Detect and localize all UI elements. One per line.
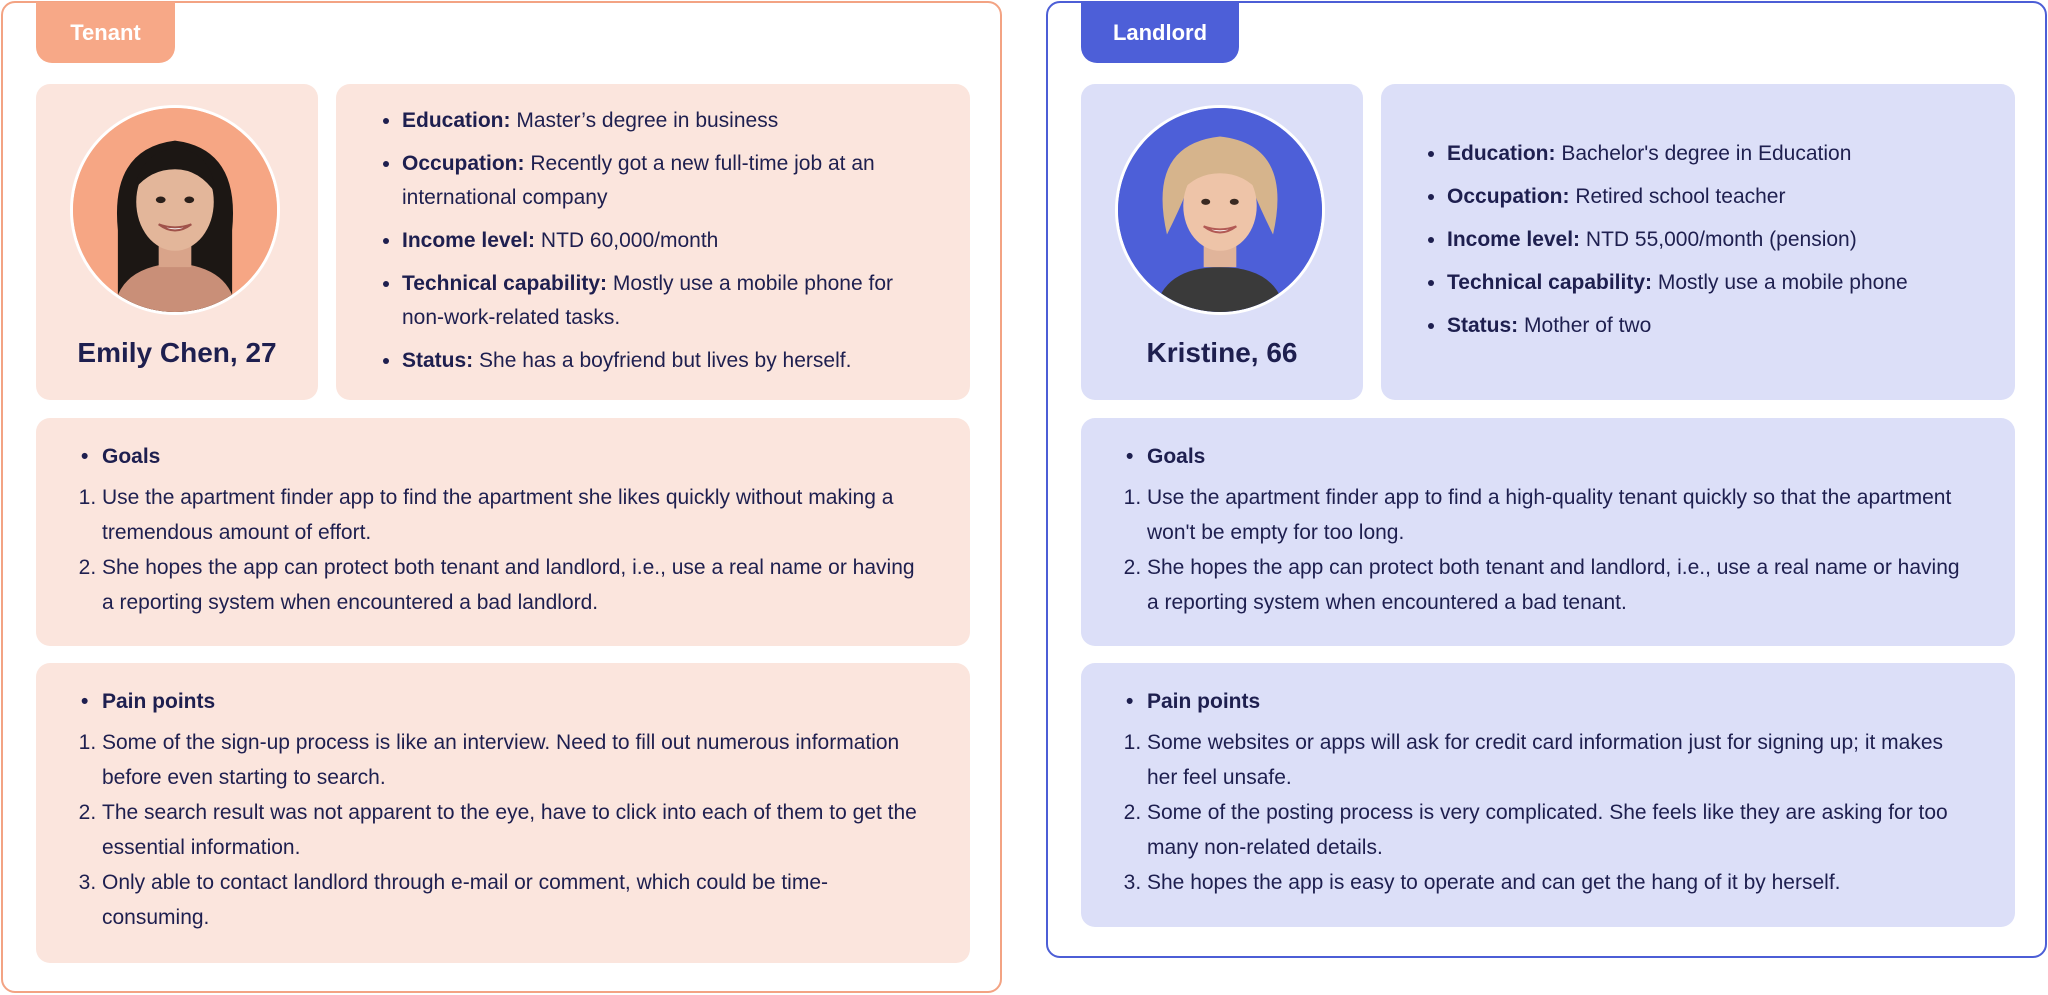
list-item: 2. She hopes the app can protect both tenant and landlord, i.e., use a real name or having a reporting system when encountered a bad landlord. [102, 550, 970, 620]
list-item: • Status: Mother of two [1447, 309, 2015, 343]
list-item: 2. The search result was not apparent to the eye, have to click into each of them to get the essential information. [102, 795, 970, 865]
tenant-tag: Tenant [36, 2, 175, 63]
list-item: • Status: She has a boyfriend but lives by herself. [402, 344, 970, 378]
landlord-name: Kristine, 66 [1146, 337, 1298, 368]
list-item: 2. She hopes the app can protect both tenant and landlord, i.e., use a real name or having a reporting system when encountered a bad tenant. [1147, 550, 2015, 620]
landlord-goals-card [1081, 418, 2015, 646]
landlord-pain-points-card [1081, 663, 2015, 927]
tenant-goals-card [36, 418, 970, 646]
landlord-profile-card [1081, 84, 1363, 400]
pain-points-heading: • Pain points [1081, 685, 2015, 719]
landlord-details-list [1381, 84, 2015, 343]
goals-list [1081, 480, 2015, 620]
landlord-portrait-illustration [1118, 108, 1322, 312]
list-item: • Occupation: Retired school teacher [1447, 180, 2015, 214]
list-item: 2. Some of the posting process is very complicated. She feels like they are asking for too many non-related details. [1147, 795, 2015, 865]
tenant-details-card [336, 84, 970, 400]
goals-heading: • Goals [1081, 440, 2015, 474]
tenant-name: Emily Chen, 27 [77, 337, 277, 368]
pain-points-list [1081, 725, 2015, 900]
list-item: 1. Some of the sign-up process is like an interview. Need to fill out numerous information before even starting to search. [102, 725, 970, 795]
tenant-profile-card [36, 84, 318, 400]
list-item: 1. Use the apartment finder app to find a high-quality tenant quickly so that the apartment won't be empty for too long. [1147, 480, 2015, 550]
landlord-persona-card [1046, 1, 2047, 958]
list-item: • Technical capability: Mostly use a mobile phone [1447, 266, 2015, 300]
list-item: • Education: Bachelor's degree in Education [1447, 137, 2015, 171]
pain-points-heading: • Pain points [36, 685, 970, 719]
list-item: • Occupation: Recently got a new full-time job at an international company [402, 147, 970, 215]
tenant-persona-card [1, 1, 1002, 993]
landlord-avatar [1115, 105, 1325, 315]
tenant-details-list [336, 84, 970, 378]
list-item: • Education: Master’s degree in business [402, 104, 970, 138]
landlord-tag: Landlord [1081, 2, 1239, 63]
list-item: • Income level: NTD 55,000/month (pension) [1447, 223, 2015, 257]
list-item: 1. Use the apartment finder app to find the apartment she likes quickly without making a tremendous amount of effort. [102, 480, 970, 550]
goals-list [36, 480, 970, 620]
tenant-portrait-illustration [73, 108, 277, 312]
tenant-pain-points-card [36, 663, 970, 963]
goals-heading: • Goals [36, 440, 970, 474]
list-item: 3. She hopes the app is easy to operate and can get the hang of it by herself. [1147, 865, 2015, 900]
list-item: 3. Only able to contact landlord through e-mail or comment, which could be time-consuming. [102, 865, 970, 935]
list-item: • Income level: NTD 60,000/month [402, 224, 970, 258]
landlord-details-card [1381, 84, 2015, 400]
pain-points-list [36, 725, 970, 935]
list-item: • Technical capability: Mostly use a mobile phone for non-work-related tasks. [402, 267, 970, 335]
list-item: 1. Some websites or apps will ask for credit card information just for signing up; it makes her feel unsafe. [1147, 725, 2015, 795]
tenant-avatar [70, 105, 280, 315]
